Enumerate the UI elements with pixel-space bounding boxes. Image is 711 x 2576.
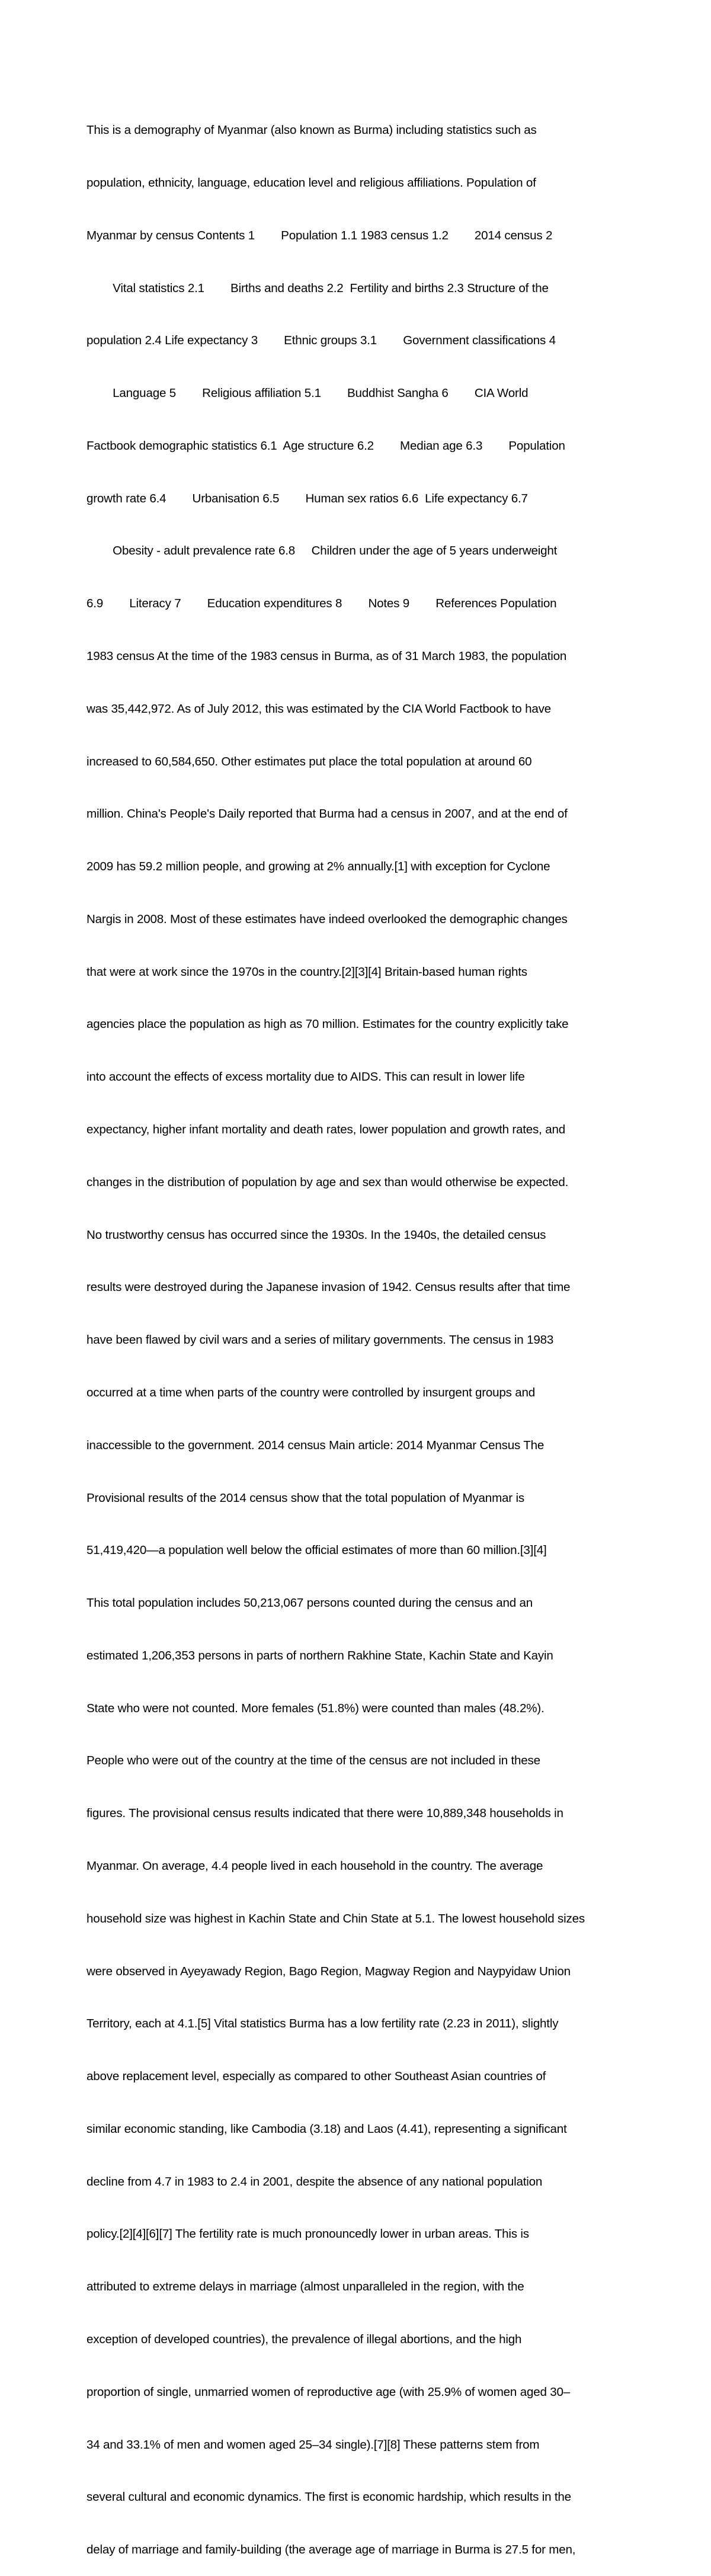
text-line: have been flawed by civil wars and a series of military governments. The census in 1983 — [87, 1333, 554, 1347]
text-line: agencies place the population as high as 70 million. Estimates for the country explicitly take — [87, 1017, 569, 1031]
text-line: Obesity - adult prevalence rate 6.8 Children under the age of 5 years underweight — [87, 544, 558, 558]
text-line: similar economic standing, like Cambodia (3.18) and Laos (4.41), representing a significant — [87, 2122, 567, 2136]
text-line: decline from 4.7 in 1983 to 2.4 in 2001, despite the absence of any national population — [87, 2174, 543, 2189]
text-line: growth rate 6.4 Urbanisation 6.5 Human sex ratios 6.6 Life expectancy 6.7 — [87, 491, 528, 505]
text-line: 34 and 33.1% of men and women aged 25–34 single).[7][8] These patterns stem from — [87, 2437, 540, 2452]
text-line: changes in the distribution of population by age and sex than would otherwise be expected. — [87, 1175, 569, 1189]
text-line: Nargis in 2008. Most of these estimates have indeed overlooked the demographic changes — [87, 912, 568, 926]
text-line: Factbook demographic statistics 6.1 Age structure 6.2 Median age 6.3 Population — [87, 438, 565, 453]
text-line: Provisional results of the 2014 census show that the total population of Myanmar is — [87, 1491, 524, 1505]
text-line: several cultural and economic dynamics. The first is economic hardship, which results in the — [87, 2490, 571, 2504]
text-line: This is a demography of Myanmar (also known as Burma) including statistics such as — [87, 123, 537, 137]
text-line: population 2.4 Life expectancy 3 Ethnic groups 3.1 Government classifications 4 — [87, 334, 556, 348]
text-line: 2009 has 59.2 million people, and growing at 2% annually.[1] with exception for Cyclone — [87, 860, 550, 874]
text-line: Language 5 Religious affiliation 5.1 Buddhist Sangha 6 CIA World — [87, 386, 529, 401]
text-line: household size was highest in Kachin State and Chin State at 5.1. The lowest household sizes — [87, 1911, 585, 1925]
text-line: Myanmar by census Contents 1 Population 1.1 1983 census 1.2 2014 census 2 — [87, 228, 553, 242]
text-line: No trustworthy census has occurred since the 1930s. In the 1940s, the detailed census — [87, 1228, 546, 1242]
text-line: estimated 1,206,353 persons in parts of northern Rakhine State, Kachin State and Kayin — [87, 1648, 553, 1662]
text-line: 51,419,420—a population well below the official estimates of more than 60 million.[3][4] — [87, 1543, 547, 1558]
text-line: 1983 census At the time of the 1983 census in Burma, as of 31 March 1983, the population — [87, 649, 567, 663]
text-line: policy.[2][4][6][7] The fertility rate is much pronouncedly lower in urban areas. This is — [87, 2227, 529, 2241]
text-line: results were destroyed during the Japanese invasion of 1942. Census results after that time — [87, 1280, 571, 1295]
text-line: above replacement level, especially as compared to other Southeast Asian countries of — [87, 2069, 546, 2084]
text-line: into account the effects of excess mortality due to AIDS. This can result in lower life — [87, 1070, 525, 1084]
text-line: Vital statistics 2.1 Births and deaths 2.2 Fertility and births 2.3 Structure of the — [87, 281, 549, 295]
text-line: State who were not counted. More females (51.8%) were counted than males (48.2%). — [87, 1701, 545, 1715]
text-line: that were at work since the 1970s in the country.[2][3][4] Britain-based human rights — [87, 965, 527, 979]
text-line: expectancy, higher infant mortality and death rates, lower population and growth rates, and — [87, 1123, 565, 1137]
text-line: were observed in Ayeyawady Region, Bago Region, Magway Region and Naypyidaw Union — [87, 1964, 571, 1978]
text-line: occurred at a time when parts of the country were controlled by insurgent groups and — [87, 1385, 536, 1399]
text-line: delay of marriage and family-building (the average age of marriage in Burma is 27.5 for men, — [87, 2543, 576, 2557]
text-line: People who were out of the country at the time of the census are not included in these — [87, 1754, 540, 1768]
text-line: Territory, each at 4.1.[5] Vital statistics Burma has a low fertility rate (2.23 in 2011), slightly — [87, 2017, 559, 2031]
text-line: increased to 60,584,650. Other estimates put place the total population at around 60 — [87, 754, 532, 768]
text-line: attributed to extreme delays in marriage (almost unparalleled in the region, with the — [87, 2280, 524, 2294]
text-line: figures. The provisional census results indicated that there were 10,889,348 households in — [87, 1806, 563, 1821]
text-line: million. China's People's Daily reported that Burma had a census in 2007, and at the end of — [87, 807, 568, 821]
text-line: Myanmar. On average, 4.4 people lived in each household in the country. The average — [87, 1859, 543, 1873]
text-line: exception of developed countries), the prevalence of illegal abortions, and the high — [87, 2333, 522, 2346]
text-line: population, ethnicity, language, education level and religious affiliations. Population of — [87, 175, 536, 190]
document-body — [87, 86, 629, 2576]
text-line: 6.9 Literacy 7 Education expenditures 8 Notes 9 References Population — [87, 597, 557, 611]
text-line: This total population includes 50,213,067 persons counted during the census and an — [87, 1596, 533, 1610]
text-line: proportion of single, unmarried women of reproductive age (with 25.9% of women aged 30– — [87, 2385, 570, 2399]
text-line: inaccessible to the government. 2014 census Main article: 2014 Myanmar Census The — [87, 1438, 545, 1452]
text-line: was 35,442,972. As of July 2012, this was estimated by the CIA World Factbook to have — [87, 701, 551, 716]
